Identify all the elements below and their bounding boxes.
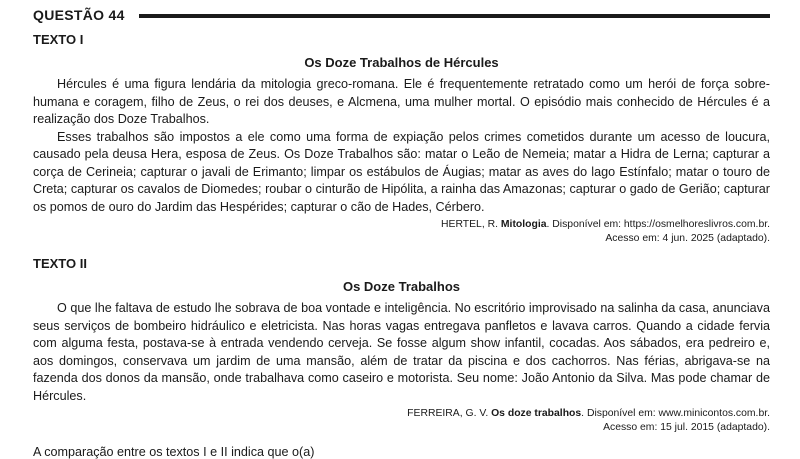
text-1-paragraph-1: Hércules é uma figura lendária da mitologia greco-romana. Ele é frequentemente retratado como um herói de força sobre-humana e coragem, filho de Zeus, o rei dos deuses, e Alcmena, uma mulher mortal. O episódio mais conhecido de Hércules é a realização dos Doze Trabalhos. xyxy=(33,77,770,126)
text-1-author: HERTEL, R. xyxy=(441,219,499,230)
text-1-paragraph-2: Esses trabalhos são impostos a ele como uma forma de expiação pelos crimes cometidos durante um acesso de loucura, causado pela deusa Hera, esposa de Zeus. Os Doze Trabalhos são: matar o Leão de Nemeia; matar a Hidra de Lerna; capturar a corça de Cerineia; capturar o javali de Erimanto; limpar os estábulos de Áugias; matar as aves do lago Estínfalo; matar o touro de Creta; capturar os cavalos de Diomedes; roubar o cinturão de Hipólita, a rainha das Amazonas; capturar o gado de Gerião; capturar os pomos de ouro do Jardim das Hespérides; capturar o cão de Hades, Cérbero. xyxy=(33,129,770,214)
text-1-availability: . Disponível em: https://osmelhoreslivros.com.br. xyxy=(546,219,770,230)
text-1-work: Mitologia xyxy=(500,219,547,230)
text-1-label: TEXTO I xyxy=(33,32,84,47)
text-2-paragraph-1: O que lhe faltava de estudo lhe sobrava de boa vontade e inteligência. No escritório improvisado na salinha da casa, anunciava seus serviços de bombeiro hidráulico e eletricista. Nas horas vagas entregava panfletos e lavava carros. Quando a cidade fervia com alguma festa, postava-se à entrada vendendo cerveja. Se fosse algum show infantil, cocadas. Aos sábados, era pedreiro e, aos domingos, conservava um jardim de uma mansão, além de tratar da piscina e dos cachorros. Nas férias, abrigava-se na fazenda dos donos da mansão, onde trabalhava como caseiro e motorista. Seu nome: João Antonio da Silva. Mas pode chamar de Hércules. xyxy=(33,301,770,403)
text-1-citation xyxy=(33,218,770,232)
text-1-section xyxy=(33,32,770,246)
text-2-author: FERREIRA, G. V. xyxy=(407,408,489,419)
header-rule xyxy=(139,14,770,18)
text-2-citation xyxy=(33,407,770,421)
text-2-title: Os Doze Trabalhos xyxy=(342,279,461,294)
text-2-work: Os doze trabalhos xyxy=(491,408,582,419)
question-number: QUESTÃO 44 xyxy=(33,7,125,23)
text-1-title: Os Doze Trabalhos de Hércules xyxy=(304,55,499,70)
question-prompt: A comparação entre os textos I e II indica que o(a) xyxy=(33,445,315,459)
text-2-source xyxy=(33,407,770,435)
text-2-availability: . Disponível em: www.minicontos.com.br. xyxy=(581,408,770,419)
text-2-section xyxy=(33,256,770,435)
question-header xyxy=(33,0,770,30)
text-1-access: Acesso em: 4 jun. 2025 (adaptado). xyxy=(605,233,770,244)
text-1-source xyxy=(33,218,770,246)
text-2-access: Acesso em: 15 jul. 2015 (adaptado). xyxy=(603,422,770,433)
text-2-label: TEXTO II xyxy=(33,256,87,271)
